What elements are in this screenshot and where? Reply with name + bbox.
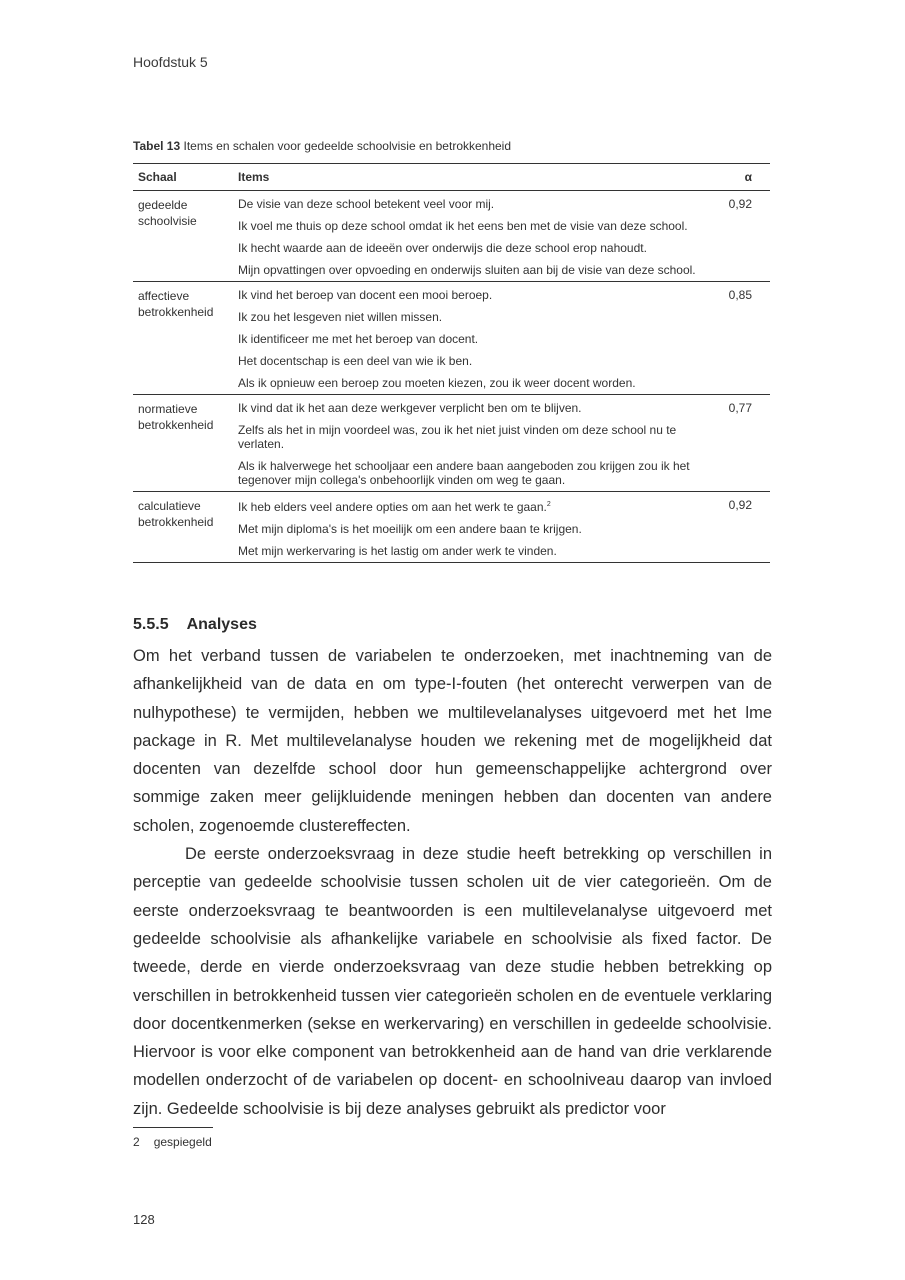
header-schaal: Schaal	[133, 164, 233, 191]
table-group-row	[133, 191, 770, 282]
table-group-row	[133, 395, 770, 492]
table-item: Als ik halverwege het schooljaar een andere baan aangeboden zou krijgen zou ik het tegenover mijn collega's onbehoorlijk vinden om weg te gaan.	[238, 459, 690, 487]
table-item: Ik identificeer me met het beroep van docent.	[238, 332, 479, 346]
table-item: De visie van deze school betekent veel voor mij.	[238, 197, 495, 211]
scale-name: calculatieve betrokkenheid	[138, 499, 214, 529]
items-cell	[233, 282, 709, 395]
header-alpha: α	[709, 164, 770, 191]
table-caption-label: Tabel 13	[133, 139, 181, 153]
table-item	[238, 498, 704, 514]
items-cell	[233, 395, 709, 492]
table-item: Ik vind het beroep van docent een mooi beroep.	[238, 288, 493, 302]
table-item: Ik voel me thuis op deze school omdat ik het eens ben met de visie van deze school.	[238, 219, 688, 233]
items-table	[133, 163, 770, 563]
alpha-value: 0,92	[728, 498, 752, 512]
scale-name: normatieve betrokkenheid	[138, 402, 214, 432]
table-item: Ik vind dat ik het aan deze werkgever verplicht ben om te blijven.	[238, 401, 582, 415]
scale-name: gedeelde schoolvisie	[138, 198, 197, 228]
table-caption	[133, 139, 770, 153]
footnote-number: 2	[133, 1135, 140, 1149]
footnote	[133, 1135, 212, 1149]
section-title: Analyses	[186, 616, 257, 633]
body-text	[133, 642, 772, 1123]
scale-name: affectieve betrokkenheid	[138, 289, 214, 319]
items-cell	[233, 191, 709, 282]
running-head: Hoofdstuk 5	[133, 54, 208, 70]
table-group-row	[133, 282, 770, 395]
table-header-row	[133, 164, 770, 191]
table-item: Als ik opnieuw een beroep zou moeten kiezen, zou ik weer docent worden.	[238, 376, 636, 390]
table-item: Zelfs als het in mijn voordeel was, zou ik het niet juist vinden om deze school nu te verlaten.	[238, 423, 677, 451]
footnote-rule	[133, 1127, 213, 1128]
table-item: Met mijn diploma's is het moeilijk om een andere baan te krijgen.	[238, 522, 582, 536]
footnote-reference: 2	[546, 501, 551, 508]
table-caption-text: Items en schalen voor gedeelde schoolvisie en betrokkenheid	[183, 139, 512, 153]
items-cell	[233, 492, 709, 563]
paragraph: Om het verband tussen de variabelen te onderzoeken, met inachtneming van de afhankelijkheid van de data en om type-I-fouten (het onterecht verwerpen van de nulhypothese) te vermijden, hebben we multilevelanalyses uitgevoerd met het lme package in R. Met multilevelanalyse houden we rekening met de mogelijkheid dat docenten van dezelfde school door hun gemeenschappelijke achtergrond over sommige zaken meer gelijkluidende meningen hebben dan docenten van andere scholen, zogenoemde clustereffecten.	[133, 647, 772, 835]
page-number: 128	[133, 1212, 155, 1227]
section-number: 5.5.5	[133, 616, 169, 633]
paragraph: De eerste onderzoeksvraag in deze studie heeft betrekking op verschillen in perceptie van gedeelde schoolvisie tussen scholen uit de vier categorieën. Om de eerste onderzoeksvraag te beantwoorden is een multilevelanalyse uitgevoerd met gedeelde schoolvisie als afhankelijke variabele en schoolvisie als fixed factor. De tweede, derde en vierde onderzoeksvraag van deze studie hebben betrekking op verschillen in betrokkenheid tussen vier categorieën scholen en de eventuele verklaring door docentkenmerken (sekse en werkervaring) en verschillen in gedeelde schoolvisie. Hiervoor is voor elke component van betrokkenheid aan de hand van drie verklarende modellen onderzocht of de variabelen op docent- en schoolniveau daarop van invloed zijn. Gedeelde schoolvisie is bij deze analyses gebruikt als predictor voor	[133, 845, 772, 1118]
alpha-value: 0,92	[728, 197, 752, 211]
table-item-text: Ik heb elders veel andere opties om aan het werk te gaan.	[238, 500, 547, 514]
table-item: Het docentschap is een deel van wie ik ben.	[238, 354, 473, 368]
footnote-text: gespiegeld	[153, 1135, 212, 1149]
table-item: Ik hecht waarde aan de ideeën over onderwijs die deze school erop nahoudt.	[238, 241, 647, 255]
alpha-value: 0,85	[728, 288, 752, 302]
table-item: Met mijn werkervaring is het lastig om ander werk te vinden.	[238, 544, 557, 558]
alpha-value: 0,77	[728, 401, 752, 415]
section-heading	[133, 616, 257, 634]
table-item: Mijn opvattingen over opvoeding en onderwijs sluiten aan bij de visie van deze school.	[238, 263, 696, 277]
header-items: Items	[233, 164, 709, 191]
table-group-row	[133, 492, 770, 563]
table-item: Ik zou het lesgeven niet willen missen.	[238, 310, 443, 324]
